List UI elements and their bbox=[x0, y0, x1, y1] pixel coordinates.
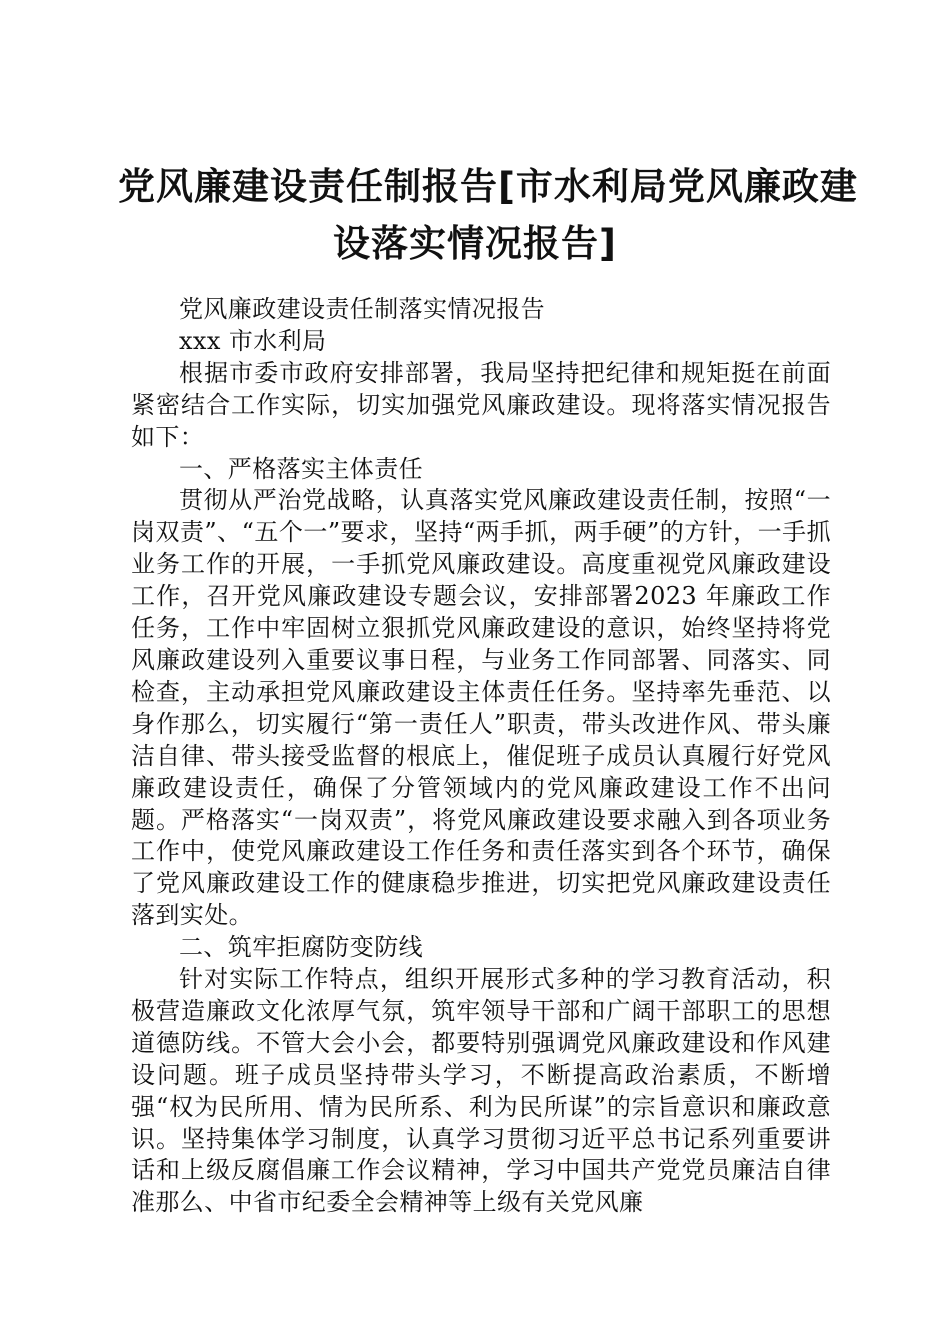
intro-paragraph: 根据市委市政府安排部署，我局坚持把纪律和规矩挺在前面紧密结合工作实际，切实加强党风廉政建设。现将落实情况报告如下： bbox=[131, 358, 831, 451]
report-author: xxx 市水利局 bbox=[179, 326, 327, 355]
document-body bbox=[131, 294, 831, 1219]
title-line-2: 设落实情况报告] bbox=[333, 222, 617, 265]
section-1-paragraph: 贯彻从严治党战略，认真落实党风廉政建设责任制，按照“一岗双责”、“五个一”要求，坚持“两手抓，两手硬”的方针，一手抓业务工作的开展，一手抓党风廉政建设。高度重视党风廉政建设工作，召开党风廉政建设专题会议，安排部署2023 年廉政工作任务，工作中牢固树立狠抓党风廉政建设的意识，始终坚持将党风廉政建设列入重要议事日程，与业务工作同部署、同落实、同检查，主动承担党风廉政建设主体责任任务。坚持率先垂范、以身作那么，切实履行“第一责任人”职责，带头改进作风、带头廉洁自律、带头接受监督的根底上，催促班子成员认真履行好党风廉政建设责任，确保了分管领域内的党风廉政建设工作不出问题。严格落实“一岗双责”，将党风廉政建设要求融入到各项业务工作中，使党风廉政建设工作任务和责任落实到各个环节，确保了党风廉政建设工作的健康稳步推进，切实把党风廉政建设责任落到实处。 bbox=[131, 486, 831, 930]
report-subtitle: 党风廉政建设责任制落实情况报告 bbox=[179, 295, 545, 323]
section-2-paragraph: 针对实际工作特点，组织开展形式多种的学习教育活动，积极营造廉政文化浓厚气氛，筑牢领导干部和广阔干部职工的思想道德防线。不管大会小会，都要特别强调党风廉政建设和作风建设问题。班子成员坚持带头学习，不断提高政治素质，不断增强“权为民所用、情为民所系、利为民所谋”的宗旨意识和廉政意识。坚持集体学习制度，认真学习贯彻习近平总书记系列重要讲话和上级反腐倡廉工作会议精神，学习中国共产党党员廉洁自律准那么、中省市纪委全会精神等上级有关党风廉 bbox=[131, 965, 831, 1217]
section-heading-2: 二、筑牢拒腐防变防线 bbox=[179, 933, 423, 962]
title-line-1: 党风廉建设责任制报告[市水利局党风廉政建 bbox=[118, 165, 858, 208]
section-heading-1: 一、严格落实主体责任 bbox=[179, 454, 423, 483]
document-title bbox=[118, 158, 858, 272]
